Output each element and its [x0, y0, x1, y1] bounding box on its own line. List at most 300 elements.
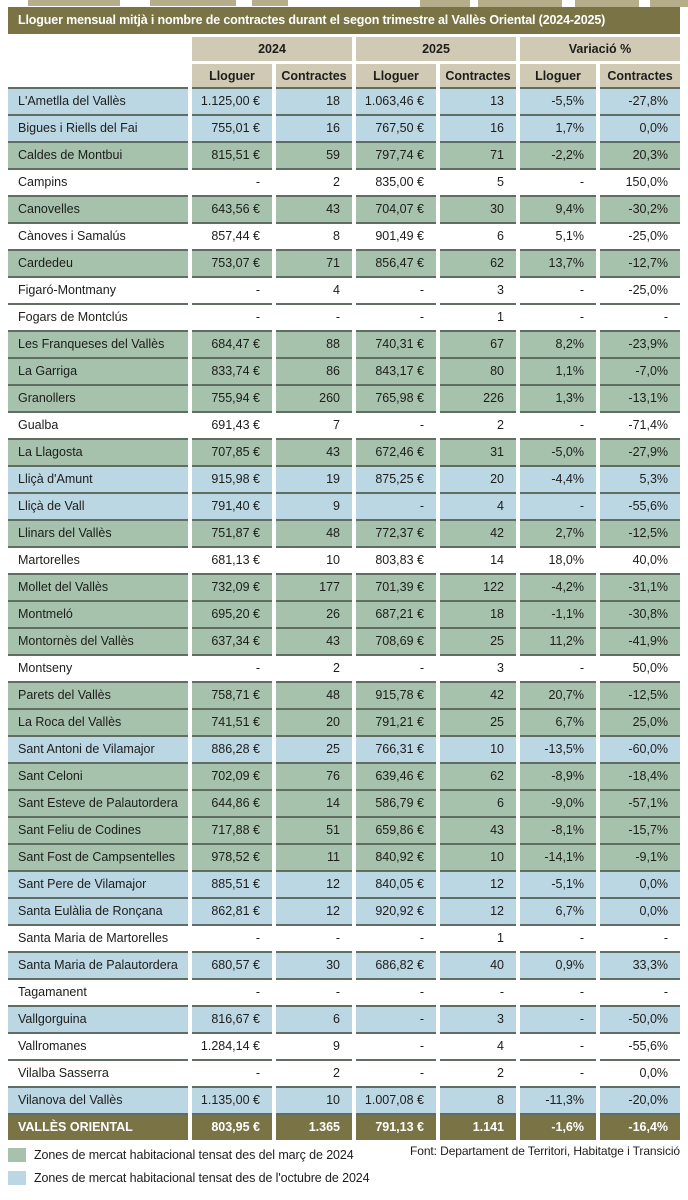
- table-title: Lloguer mensual mitjà i nombre de contractes durant el segon trimestre al Vallès Oriental (2024-2025): [18, 13, 606, 27]
- cell-value: 753,07 €: [192, 249, 272, 276]
- cell-value: 6,7%: [520, 897, 596, 924]
- cell-value: 765,98 €: [356, 384, 436, 411]
- cell-value: 791,13 €: [356, 1113, 436, 1140]
- cell-value: 4: [276, 276, 352, 303]
- municipality-name: Santa Eulàlia de Ronçana: [8, 897, 188, 924]
- cell-value: 681,13 €: [192, 546, 272, 573]
- cell-value: 40: [440, 951, 516, 978]
- cell-value: 11,2%: [520, 627, 596, 654]
- column-header-lloguer-2024: Lloguer: [192, 64, 272, 87]
- municipality-name: Cànoves i Samalús: [8, 222, 188, 249]
- municipality-name: Montseny: [8, 654, 188, 681]
- cell-value: 150,0%: [600, 168, 680, 195]
- cell-value: 0,0%: [600, 870, 680, 897]
- cell-value: 71: [440, 141, 516, 168]
- cell-value: 3: [440, 1005, 516, 1032]
- column-group-2024: 2024: [192, 37, 352, 64]
- cell-value: 30: [440, 195, 516, 222]
- cell-value: -5,1%: [520, 870, 596, 897]
- table-row: [8, 1059, 680, 1086]
- municipality-name: Llinars del Vallès: [8, 519, 188, 546]
- cell-value: -20,0%: [600, 1086, 680, 1113]
- cell-value: 684,47 €: [192, 330, 272, 357]
- cell-value: 680,57 €: [192, 951, 272, 978]
- cell-value: 18: [276, 87, 352, 114]
- cell-value: 704,07 €: [356, 195, 436, 222]
- cropped-headline-remnant: [150, 0, 236, 6]
- cell-value: -: [276, 924, 352, 951]
- municipality-name: Vallgorguina: [8, 1005, 188, 1032]
- cell-value: -31,1%: [600, 573, 680, 600]
- cell-value: 5,3%: [600, 465, 680, 492]
- cell-value: 14: [440, 546, 516, 573]
- municipality-name: Parets del Vallès: [8, 681, 188, 708]
- cell-value: 644,86 €: [192, 789, 272, 816]
- municipality-name: Mollet del Vallès: [8, 573, 188, 600]
- cell-value: -1,6%: [520, 1113, 596, 1140]
- cell-value: 885,51 €: [192, 870, 272, 897]
- cell-value: 51: [276, 816, 352, 843]
- cell-value: 915,78 €: [356, 681, 436, 708]
- table-row: [8, 978, 680, 1005]
- cell-value: -4,2%: [520, 573, 596, 600]
- cell-value: -: [192, 276, 272, 303]
- cell-value: 86: [276, 357, 352, 384]
- cell-value: -: [192, 978, 272, 1005]
- cell-value: -27,8%: [600, 87, 680, 114]
- municipality-name: Montornès del Vallès: [8, 627, 188, 654]
- column-header-contractes-variacio: Contractes: [600, 64, 680, 87]
- table-row: [8, 384, 680, 411]
- table-row: [8, 411, 680, 438]
- table-row: [8, 924, 680, 951]
- table-row: [8, 627, 680, 654]
- cell-value: 11: [276, 843, 352, 870]
- cell-value: 3: [440, 276, 516, 303]
- cell-value: 12: [440, 870, 516, 897]
- cell-value: 691,43 €: [192, 411, 272, 438]
- table-row: [8, 438, 680, 465]
- cell-value: 740,31 €: [356, 330, 436, 357]
- cell-value: -50,0%: [600, 1005, 680, 1032]
- cell-value: 840,92 €: [356, 843, 436, 870]
- cell-value: 5: [440, 168, 516, 195]
- table-title-bar: [8, 7, 680, 34]
- cell-value: 31: [440, 438, 516, 465]
- cell-value: 6: [440, 222, 516, 249]
- cell-value: 71: [276, 249, 352, 276]
- table-row: [8, 114, 680, 141]
- municipality-name: Caldes de Montbui: [8, 141, 188, 168]
- cell-value: 639,46 €: [356, 762, 436, 789]
- table-row: [8, 276, 680, 303]
- cell-value: 43: [276, 195, 352, 222]
- table-row: [8, 870, 680, 897]
- cell-value: -5,0%: [520, 438, 596, 465]
- municipality-name: Sant Fost de Campsentelles: [8, 843, 188, 870]
- cell-value: 25: [440, 708, 516, 735]
- cell-value: 2: [276, 168, 352, 195]
- cell-value: -: [520, 1005, 596, 1032]
- cell-value: 708,69 €: [356, 627, 436, 654]
- cell-value: -: [520, 978, 596, 1005]
- table-row: [8, 195, 680, 222]
- cell-value: 8: [440, 1086, 516, 1113]
- cell-value: 62: [440, 762, 516, 789]
- cell-value: -12,7%: [600, 249, 680, 276]
- cell-value: 0,0%: [600, 897, 680, 924]
- cell-value: -: [356, 411, 436, 438]
- cell-value: -15,7%: [600, 816, 680, 843]
- cell-value: 10: [440, 735, 516, 762]
- table-body: [8, 87, 680, 1140]
- cell-value: 88: [276, 330, 352, 357]
- cell-value: -55,6%: [600, 1032, 680, 1059]
- cell-value: 875,25 €: [356, 465, 436, 492]
- cell-value: 1,7%: [520, 114, 596, 141]
- cell-value: 12: [440, 897, 516, 924]
- cell-value: -13,1%: [600, 384, 680, 411]
- column-header-lloguer-variacio: Lloguer: [520, 64, 596, 87]
- cell-value: 862,81 €: [192, 897, 272, 924]
- cell-value: -27,9%: [600, 438, 680, 465]
- municipality-name: Vilalba Sasserra: [8, 1059, 188, 1086]
- municipality-name: Les Franqueses del Vallès: [8, 330, 188, 357]
- cell-value: 40,0%: [600, 546, 680, 573]
- cell-value: 1.063,46 €: [356, 87, 436, 114]
- table-row: [8, 168, 680, 195]
- cell-value: 686,82 €: [356, 951, 436, 978]
- cell-value: -: [520, 1032, 596, 1059]
- cell-value: 1.125,00 €: [192, 87, 272, 114]
- table-row: [8, 249, 680, 276]
- cell-value: -: [356, 654, 436, 681]
- blue-zone-swatch-icon: [8, 1171, 26, 1185]
- table-row: [8, 600, 680, 627]
- table-row: [8, 1086, 680, 1113]
- cell-value: -12,5%: [600, 681, 680, 708]
- table-row: [8, 681, 680, 708]
- cell-value: 25: [276, 735, 352, 762]
- cell-value: 25,0%: [600, 708, 680, 735]
- municipality-name: Sant Feliu de Codines: [8, 816, 188, 843]
- cell-value: 815,51 €: [192, 141, 272, 168]
- cell-value: 840,05 €: [356, 870, 436, 897]
- cell-value: 1,3%: [520, 384, 596, 411]
- cell-value: 48: [276, 681, 352, 708]
- cell-value: -: [520, 168, 596, 195]
- cell-value: -25,0%: [600, 222, 680, 249]
- cell-value: -8,1%: [520, 816, 596, 843]
- cell-value: 637,34 €: [192, 627, 272, 654]
- cell-value: 43: [276, 627, 352, 654]
- municipality-name: Sant Celoni: [8, 762, 188, 789]
- cell-value: -: [600, 303, 680, 330]
- cell-value: -: [356, 276, 436, 303]
- cell-value: 6: [440, 789, 516, 816]
- table-header: [8, 37, 680, 87]
- cell-value: 16: [440, 114, 516, 141]
- cell-value: 13: [440, 87, 516, 114]
- cell-value: 76: [276, 762, 352, 789]
- table-row: [8, 492, 680, 519]
- cell-value: 701,39 €: [356, 573, 436, 600]
- cell-value: -25,0%: [600, 276, 680, 303]
- cell-value: 857,44 €: [192, 222, 272, 249]
- cropped-headline-remnant: [478, 0, 562, 7]
- cell-value: -: [356, 1005, 436, 1032]
- municipality-name: Granollers: [8, 384, 188, 411]
- municipality-name: Figaró-Montmany: [8, 276, 188, 303]
- cell-value: -2,2%: [520, 141, 596, 168]
- cell-value: 755,94 €: [192, 384, 272, 411]
- table-row: [8, 357, 680, 384]
- cell-value: -: [520, 654, 596, 681]
- table-row: [8, 708, 680, 735]
- cell-value: 2,7%: [520, 519, 596, 546]
- cell-value: 177: [276, 573, 352, 600]
- municipality-name: La Garriga: [8, 357, 188, 384]
- cell-value: -7,0%: [600, 357, 680, 384]
- cell-value: 707,85 €: [192, 438, 272, 465]
- cell-value: -8,9%: [520, 762, 596, 789]
- cell-value: 13,7%: [520, 249, 596, 276]
- cell-value: 833,74 €: [192, 357, 272, 384]
- cell-value: 643,56 €: [192, 195, 272, 222]
- cell-value: 20,3%: [600, 141, 680, 168]
- cell-value: -: [356, 924, 436, 951]
- cell-value: -30,2%: [600, 195, 680, 222]
- municipality-name: Tagamanent: [8, 978, 188, 1005]
- cell-value: 835,00 €: [356, 168, 436, 195]
- cell-value: 43: [276, 438, 352, 465]
- source-note: Font: Departament de Territori, Habitatge i Transició: [410, 1144, 680, 1158]
- cell-value: -: [356, 303, 436, 330]
- cell-value: 901,49 €: [356, 222, 436, 249]
- cell-value: -11,3%: [520, 1086, 596, 1113]
- cell-value: 14: [276, 789, 352, 816]
- cell-value: -1,1%: [520, 600, 596, 627]
- cell-value: 12: [276, 870, 352, 897]
- cell-value: 10: [440, 843, 516, 870]
- table-row: [8, 951, 680, 978]
- cell-value: 33,3%: [600, 951, 680, 978]
- cell-value: -: [356, 1032, 436, 1059]
- cell-value: 10: [276, 1086, 352, 1113]
- cell-value: 6: [276, 1005, 352, 1032]
- cell-value: 30: [276, 951, 352, 978]
- cell-value: -: [192, 924, 272, 951]
- municipality-name: Bigues i Riells del Fai: [8, 114, 188, 141]
- cell-value: -: [276, 978, 352, 1005]
- cropped-headline-remnant: [252, 0, 288, 6]
- cell-value: 50,0%: [600, 654, 680, 681]
- table-row: [8, 330, 680, 357]
- cell-value: -60,0%: [600, 735, 680, 762]
- cell-value: 0,0%: [600, 1059, 680, 1086]
- municipality-name: Lliçà de Vall: [8, 492, 188, 519]
- cell-value: -: [600, 924, 680, 951]
- cell-value: -14,1%: [520, 843, 596, 870]
- cell-value: -16,4%: [600, 1113, 680, 1140]
- municipality-name: Campins: [8, 168, 188, 195]
- table-row: [8, 87, 680, 114]
- cell-value: -9,1%: [600, 843, 680, 870]
- table-row: [8, 519, 680, 546]
- cell-value: 886,28 €: [192, 735, 272, 762]
- cell-value: -: [192, 1059, 272, 1086]
- cell-value: 1.284,14 €: [192, 1032, 272, 1059]
- legend-label: Zones de mercat habitacional tensat des del març de 2024: [34, 1148, 354, 1162]
- cell-value: 755,01 €: [192, 114, 272, 141]
- cell-value: 741,51 €: [192, 708, 272, 735]
- zone-legend: [8, 1148, 370, 1194]
- cell-value: 659,86 €: [356, 816, 436, 843]
- blank-header-cell: [8, 37, 188, 64]
- cell-value: 122: [440, 573, 516, 600]
- cell-value: 0,9%: [520, 951, 596, 978]
- cell-value: 3: [440, 654, 516, 681]
- cell-value: 915,98 €: [192, 465, 272, 492]
- rent-contracts-table: [4, 37, 684, 1140]
- cell-value: -: [520, 924, 596, 951]
- cell-value: 687,21 €: [356, 600, 436, 627]
- cropped-headline-remnant: [28, 0, 120, 6]
- municipality-name: Vilanova del Vallès: [8, 1086, 188, 1113]
- cell-value: 2: [440, 411, 516, 438]
- table-row: [8, 1005, 680, 1032]
- cell-value: -4,4%: [520, 465, 596, 492]
- cell-value: 766,31 €: [356, 735, 436, 762]
- table-row: [8, 762, 680, 789]
- cell-value: 717,88 €: [192, 816, 272, 843]
- cell-value: 18: [440, 600, 516, 627]
- cell-value: 1.007,08 €: [356, 1086, 436, 1113]
- legend-item-blue: [8, 1171, 370, 1185]
- cell-value: -23,9%: [600, 330, 680, 357]
- cell-value: -: [520, 492, 596, 519]
- cell-value: -: [520, 303, 596, 330]
- cell-value: -: [440, 978, 516, 1005]
- cell-value: -9,0%: [520, 789, 596, 816]
- cell-value: -: [520, 276, 596, 303]
- cropped-headline-remnant: [420, 0, 470, 7]
- cell-value: 0,0%: [600, 114, 680, 141]
- cell-value: 2: [440, 1059, 516, 1086]
- municipality-name: Sant Pere de Vilamajor: [8, 870, 188, 897]
- table-row: [8, 1032, 680, 1059]
- cropped-headline-remnant: [575, 0, 639, 7]
- cell-value: 10: [276, 546, 352, 573]
- municipality-name: Fogars de Montclús: [8, 303, 188, 330]
- table-row: [8, 1113, 680, 1140]
- cell-value: 4: [440, 492, 516, 519]
- cell-value: -: [192, 303, 272, 330]
- table-row: [8, 573, 680, 600]
- cell-value: 1.365: [276, 1113, 352, 1140]
- cell-value: 803,83 €: [356, 546, 436, 573]
- cell-value: 20: [276, 708, 352, 735]
- municipality-name: Sant Antoni de Vilamajor: [8, 735, 188, 762]
- cell-value: -: [276, 303, 352, 330]
- cell-value: 791,40 €: [192, 492, 272, 519]
- cell-value: -55,6%: [600, 492, 680, 519]
- cell-value: -: [356, 1059, 436, 1086]
- cell-value: 1.135,00 €: [192, 1086, 272, 1113]
- legend-label: Zones de mercat habitacional tensat des de l'octubre de 2024: [34, 1171, 370, 1185]
- cell-value: 20,7%: [520, 681, 596, 708]
- green-zone-swatch-icon: [8, 1148, 26, 1162]
- cell-value: 20: [440, 465, 516, 492]
- cell-value: 43: [440, 816, 516, 843]
- municipality-name: Canovelles: [8, 195, 188, 222]
- table-row: [8, 843, 680, 870]
- cell-value: 1,1%: [520, 357, 596, 384]
- cell-value: 260: [276, 384, 352, 411]
- table-row: [8, 816, 680, 843]
- cell-value: 9: [276, 492, 352, 519]
- cell-value: 62: [440, 249, 516, 276]
- sub-header-row: [8, 64, 680, 87]
- table-row: [8, 735, 680, 762]
- table-row: [8, 897, 680, 924]
- cell-value: 16: [276, 114, 352, 141]
- municipality-name: L'Ametlla del Vallès: [8, 87, 188, 114]
- column-header-contractes-2025: Contractes: [440, 64, 516, 87]
- municipality-name: Cardedeu: [8, 249, 188, 276]
- table-row: [8, 303, 680, 330]
- cell-value: 920,92 €: [356, 897, 436, 924]
- cell-value: 80: [440, 357, 516, 384]
- cell-value: 7: [276, 411, 352, 438]
- cell-value: -: [192, 168, 272, 195]
- total-row-label: VALLÈS ORIENTAL: [8, 1113, 188, 1140]
- cell-value: 25: [440, 627, 516, 654]
- cell-value: -18,4%: [600, 762, 680, 789]
- cell-value: 2: [276, 654, 352, 681]
- cell-value: 732,09 €: [192, 573, 272, 600]
- cell-value: 67: [440, 330, 516, 357]
- cell-value: 695,20 €: [192, 600, 272, 627]
- cell-value: 791,21 €: [356, 708, 436, 735]
- cell-value: -5,5%: [520, 87, 596, 114]
- municipality-name: Santa Maria de Martorelles: [8, 924, 188, 951]
- cell-value: 6,7%: [520, 708, 596, 735]
- table-row: [8, 141, 680, 168]
- municipality-name: La Llagosta: [8, 438, 188, 465]
- cell-value: 767,50 €: [356, 114, 436, 141]
- municipality-name: Santa Maria de Palautordera: [8, 951, 188, 978]
- column-group-variacio: Variació %: [520, 37, 680, 64]
- cell-value: 797,74 €: [356, 141, 436, 168]
- cell-value: 1: [440, 924, 516, 951]
- cell-value: 5,1%: [520, 222, 596, 249]
- cell-value: 758,71 €: [192, 681, 272, 708]
- cell-value: 843,17 €: [356, 357, 436, 384]
- table-row: [8, 654, 680, 681]
- cropped-headline-remnant: [650, 0, 688, 7]
- cell-value: -71,4%: [600, 411, 680, 438]
- column-header-contractes-2024: Contractes: [276, 64, 352, 87]
- cell-value: -: [600, 978, 680, 1005]
- group-header-row: [8, 37, 680, 64]
- column-group-2025: 2025: [356, 37, 516, 64]
- cell-value: -30,8%: [600, 600, 680, 627]
- municipality-name: Sant Esteve de Palautordera: [8, 789, 188, 816]
- cell-value: 18,0%: [520, 546, 596, 573]
- cell-value: 586,79 €: [356, 789, 436, 816]
- municipality-name: Lliçà d'Amunt: [8, 465, 188, 492]
